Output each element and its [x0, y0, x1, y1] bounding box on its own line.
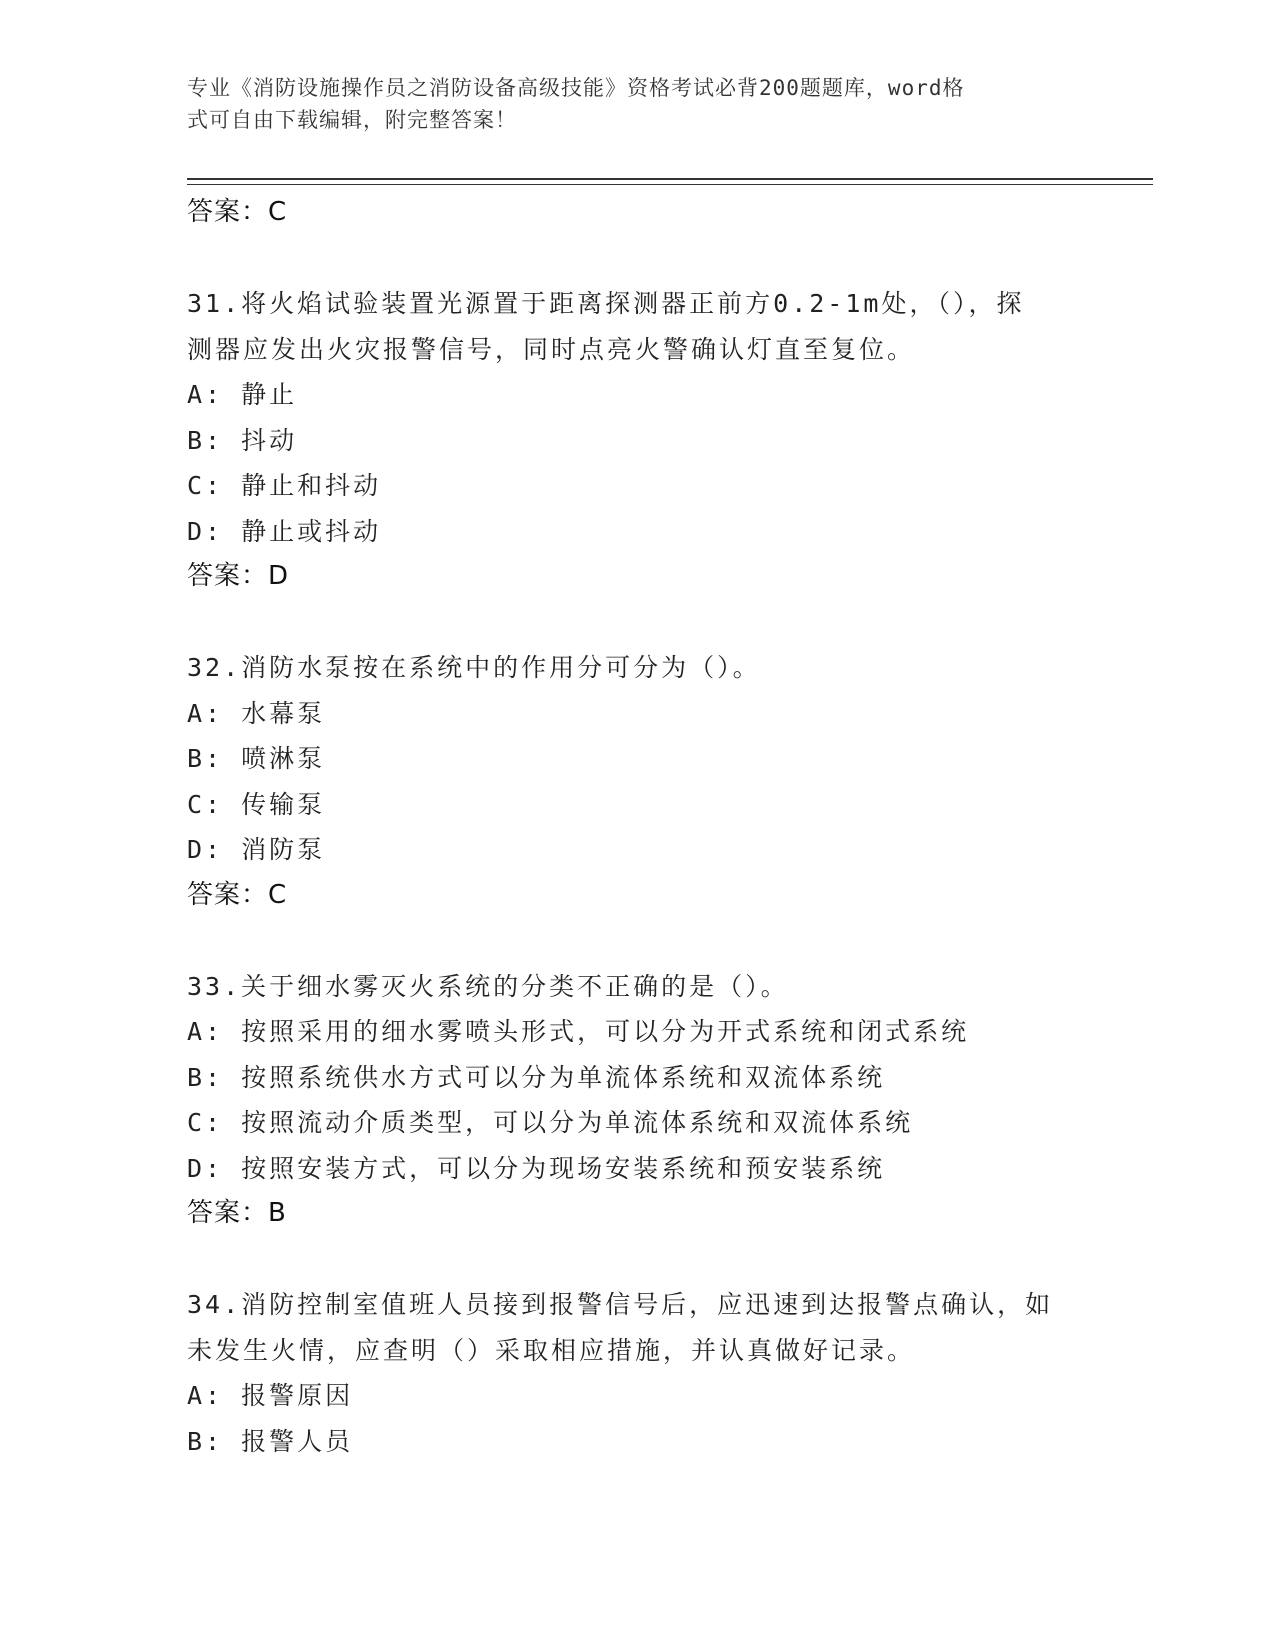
question-stem: 34.消防控制室值班人员接到报警信号后，应迅速到达报警点确认，如: [187, 1290, 1054, 1319]
option-b: B: 报警人员: [187, 1426, 354, 1456]
question-stem: 32.消防水泵按在系统中的作用分可分为（）。: [187, 653, 761, 682]
option-b: B: 喷淋泵: [187, 744, 326, 773]
spacer: [187, 1237, 1087, 1283]
question-stem: 33.关于细水雾灭火系统的分类不正确的是（）。: [187, 971, 789, 1001]
option-a: A: 水幕泵: [187, 698, 326, 728]
option-d: D: 按照安装方式，可以分为现场安装系统和预安装系统: [187, 1153, 886, 1183]
answer: 答案：B: [187, 1198, 287, 1228]
option-b: B: 抖动: [187, 425, 298, 455]
option-d: D: 静止或抖动: [187, 516, 382, 546]
option-a: A: 报警原因: [187, 1381, 354, 1410]
question-33: [187, 964, 1087, 1237]
spacer: [187, 600, 1087, 646]
question-stem: 31.将火焰试验装置光源置于距离探测器正前方0.2-1m处，（），探: [187, 289, 1025, 318]
option-c: C: 传输泵: [187, 789, 326, 819]
question-32: [187, 645, 1087, 918]
option-a: A: 静止: [187, 380, 298, 409]
answer: 答案：C: [187, 879, 288, 910]
question-34: [187, 1282, 1087, 1464]
header-divider-thick: [187, 178, 1153, 180]
answer-30: 答案：C: [187, 197, 288, 227]
answer: 答案：D: [187, 561, 290, 591]
document-header: [187, 72, 1067, 136]
question-stem: 测器应发出火灾报警信号，同时点亮火警确认灯直至复位。: [187, 334, 916, 364]
option-a: A: 按照采用的细水雾喷头形式，可以分为开式系统和闭式系统: [187, 1017, 970, 1046]
spacer: [187, 236, 1087, 282]
header-line-2: 式可自由下载编辑，附完整答案！: [187, 108, 517, 132]
question-list: [187, 190, 1087, 1464]
header-divider-thin: [187, 184, 1153, 185]
question-stem: 未发生火情，应查明（）采取相应措施，并认真做好记录。: [187, 1335, 916, 1365]
spacer: [187, 918, 1087, 964]
option-c: C: 按照流动介质类型，可以分为单流体系统和双流体系统: [187, 1108, 914, 1137]
option-b: B: 按照系统供水方式可以分为单流体系统和双流体系统: [187, 1062, 886, 1092]
option-c: C: 静止和抖动: [187, 471, 382, 500]
header-line-1: 专业《消防设施操作员之消防设备高级技能》资格考试必背200题题库，word格: [187, 76, 965, 100]
question-31: [187, 281, 1087, 600]
option-d: D: 消防泵: [187, 835, 326, 864]
